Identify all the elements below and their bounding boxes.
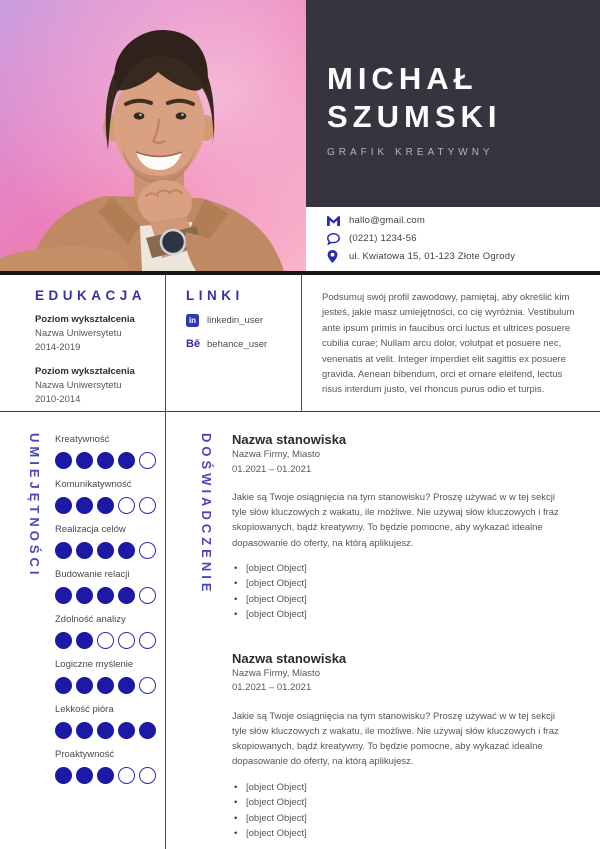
education-heading: EDUKACJA (35, 288, 147, 303)
contact-address-text: ul. Kwiatowa 15, 01-123 Złote Ogrody (349, 251, 516, 262)
bullet-item: • [object Object] (232, 592, 570, 608)
education-years: 2014-2019 (35, 342, 81, 353)
contact-address[interactable] (327, 250, 590, 263)
map-pin-icon (327, 250, 341, 263)
links-heading: LINKI (186, 288, 244, 303)
gmail-icon (327, 214, 341, 227)
skill-rating (55, 677, 165, 694)
summary-section (302, 275, 600, 411)
skill-item (55, 659, 165, 694)
skill-dot (118, 722, 135, 739)
bullet-item: • [object Object] (232, 576, 570, 592)
skill-dot (55, 722, 72, 739)
job-entry (232, 431, 570, 623)
skill-name: Zdolność analizy (55, 614, 126, 625)
job-title: GRAFIK KREATYWNY (327, 147, 494, 158)
skill-dot (76, 452, 93, 469)
experience-heading: DOŚWIADCZENIE (199, 433, 214, 596)
skill-dot (139, 542, 156, 559)
bullet-item: • [object Object] (232, 811, 570, 827)
behance-link[interactable] (186, 338, 293, 351)
linkedin-icon: in (186, 314, 199, 327)
last-name: SZUMSKI (327, 99, 502, 134)
education-item (35, 313, 155, 355)
job-description: Jakie są Twoje osiągnięcia na tym stanowisku? Proszę używać w w tej sekcji tyle słów kluczowych z wakatu, ile możliwe. Nie używaj słów kluczowych i fraz skopiowanych, bądź kreatywny. To będzie pomocne, aby wykazać idealne dopasowanie do oferty, na którą aplikujesz. (232, 710, 559, 768)
contact-phone-text: (0221) 1234-56 (349, 233, 417, 244)
linkedin-link[interactable] (186, 314, 293, 327)
skill-dot (97, 632, 114, 649)
education-years: 2010-2014 (35, 394, 81, 405)
skill-name: Budowanie relacji (55, 569, 130, 580)
bullet-item: • [object Object] (232, 561, 570, 577)
skill-dot (139, 587, 156, 604)
skill-item (55, 479, 165, 514)
skill-name: Realizacja celów (55, 524, 126, 535)
portrait-illustration (0, 0, 306, 271)
skills-heading: UMIEJĘTNOŚCI (27, 433, 42, 579)
skill-dot (139, 722, 156, 739)
skill-item (55, 524, 165, 559)
skill-dot (76, 632, 93, 649)
chat-bubble-icon (327, 232, 341, 245)
bullet-item: • [object Object] (232, 826, 570, 842)
contact-phone[interactable] (327, 232, 590, 245)
education-degree: Poziom wykształcenia (35, 314, 135, 325)
profile-photo (0, 0, 306, 271)
skill-item (55, 749, 165, 784)
skill-dot (118, 767, 135, 784)
job-position: Nazwa stanowiska (232, 432, 347, 447)
skills-section (0, 412, 166, 849)
skill-dot (118, 677, 135, 694)
links-section (166, 275, 302, 411)
education-item (35, 365, 155, 407)
skill-rating (55, 632, 165, 649)
job-company: Nazwa Firmy, Miasto (232, 667, 320, 679)
skill-item (55, 569, 165, 604)
skill-dot (118, 452, 135, 469)
skill-rating (55, 587, 165, 604)
skill-dot (76, 587, 93, 604)
behance-username: behance_user (207, 339, 268, 350)
skill-item (55, 704, 165, 739)
skill-dot (139, 767, 156, 784)
skill-dot (76, 677, 93, 694)
experience-section (166, 412, 600, 849)
skill-dot (97, 767, 114, 784)
skill-rating (55, 542, 165, 559)
skill-dot (55, 677, 72, 694)
skill-dot (55, 452, 72, 469)
skill-dot (76, 722, 93, 739)
skill-dot (97, 722, 114, 739)
education-school: Nazwa Uniwersytetu (35, 328, 122, 339)
skill-name: Logiczne myślenie (55, 659, 134, 670)
skill-dot (76, 542, 93, 559)
contact-email-text: hallo@gmail.com (349, 215, 426, 226)
skill-name: Komunikatywność (55, 479, 132, 490)
education-section (0, 275, 166, 411)
profile-summary: Podsumuj swój profil zawodowy, pamiętaj, aby określić kim jesteś, jakie masz umiejętności, co cię wyróżnia. Vestibulum ante ipsum primis in faucibus orci luctus et ultrices posuere cubilia curae; Nullam arcu dolor, volutpat et posuere nec, venenatis at velit. Integer imperdiet elit sagittis ex posuere gravida. Aenean bibendum, orci et ornare eleifend, lectus risus interdum justo, vel rhoncus purus odio et turpis. (322, 292, 575, 396)
skill-dot (55, 497, 72, 514)
skill-item (55, 614, 165, 649)
skill-dot (97, 677, 114, 694)
skill-dot (139, 677, 156, 694)
job-achievements (232, 780, 570, 842)
full-name (327, 60, 582, 136)
skill-dot (97, 497, 114, 514)
bullet-item: • [object Object] (232, 607, 570, 623)
job-dates: 01.2021 – 01.2021 (232, 463, 312, 475)
skill-dot (55, 632, 72, 649)
skill-dot (139, 497, 156, 514)
skill-name: Proaktywność (55, 749, 115, 760)
bottom-band (0, 411, 600, 849)
skill-dot (118, 542, 135, 559)
job-position: Nazwa stanowiska (232, 650, 347, 666)
skill-dot (118, 587, 135, 604)
education-school: Nazwa Uniwersytetu (35, 380, 122, 391)
job-achievements (232, 561, 570, 623)
linkedin-username: linkedin_user (207, 315, 263, 326)
middle-band (0, 275, 600, 411)
skill-dot (97, 587, 114, 604)
skill-dot (139, 632, 156, 649)
education-degree: Poziom wykształcenia (35, 366, 135, 377)
skill-item (55, 434, 165, 469)
skill-dot (139, 452, 156, 469)
skill-dot (76, 767, 93, 784)
contact-email[interactable] (327, 214, 590, 227)
skill-dot (97, 542, 114, 559)
bullet-item: • [object Object] (232, 780, 570, 796)
skill-name: Kreatywność (55, 434, 110, 445)
skill-dot (55, 542, 72, 559)
job-dates: 01.2021 – 01.2021 (232, 682, 312, 694)
skill-rating (55, 497, 165, 514)
job-entry (232, 650, 570, 842)
skill-name: Lekkość pióra (55, 704, 114, 715)
bullet-item: • [object Object] (232, 795, 570, 811)
job-company: Nazwa Firmy, Miasto (232, 449, 320, 460)
skill-dot (97, 452, 114, 469)
skill-dot (118, 632, 135, 649)
skill-dot (118, 497, 135, 514)
skill-dot (55, 587, 72, 604)
first-name: MICHAŁ (327, 61, 478, 96)
skill-rating (55, 452, 165, 469)
skill-rating (55, 767, 165, 784)
job-description: Jakie są Twoje osiągnięcia na tym stanowisku? Proszę używać w w tej sekcji tyle słów kluczowych z wakatu, ile możliwe. Nie używaj słów kluczowych i fraz skopiowanych, bądź kreatywny. To będzie pomocne, aby wykazać idealne dopasowanie do oferty, na którą aplikujesz. (232, 492, 559, 549)
behance-icon: Bē (186, 338, 201, 350)
skill-dot (76, 497, 93, 514)
contact-section (306, 207, 600, 271)
header-panel (306, 0, 600, 207)
skill-dot (55, 767, 72, 784)
skill-rating (55, 722, 165, 739)
